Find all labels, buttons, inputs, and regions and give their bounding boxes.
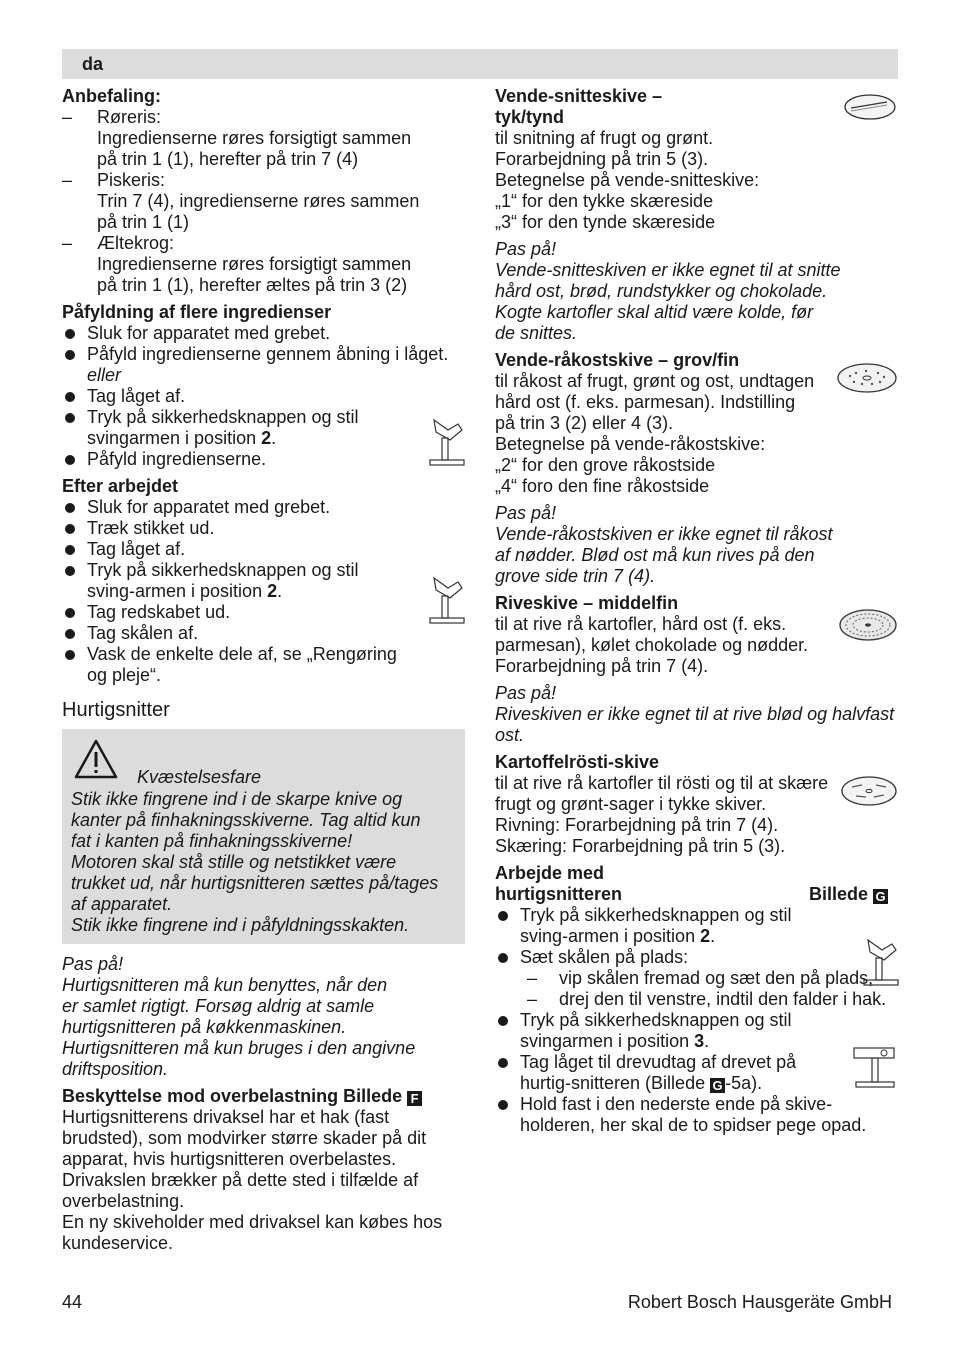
list-item: Tag låget til drevudtag af drevet på hurtig-snitteren (Billede G -5a). xyxy=(495,1052,898,1094)
slicing-disc-icon xyxy=(843,92,897,122)
pas-paa-heading: Pas på! xyxy=(62,954,124,974)
rosti-skive-text: til at rive rå kartofler til rösti og til at skære frugt og grønt-sager i tykke skiver. Rivning: Forarbejdning på trin 7 (4). Skæring: Forarbejdning på trin 5 (3). xyxy=(495,773,829,856)
riveskive-heading: Riveskive – middelfin xyxy=(495,593,679,613)
list-item: Hold fast i den nederste ende på skive- holderen, her skal de to spidser pege opad. xyxy=(495,1094,898,1136)
list-item: Tryk på sikkerhedsknappen og stil sving-armen i position 2. xyxy=(62,560,465,602)
rosti-disc-icon xyxy=(840,775,898,807)
mixer-position-3-illustration xyxy=(852,1044,898,1090)
hurtigsnitter-heading: Hurtigsnitter xyxy=(62,699,170,721)
figure-label-badge: F xyxy=(407,1091,422,1106)
language-code: da xyxy=(82,54,104,74)
beskyttelse-heading: Beskyttelse mod overbelastning Billede F xyxy=(62,1086,465,1107)
warning-label: Kvæstelsesfare xyxy=(137,767,262,787)
list-item: Tryk på sikkerhedsknappen og stil svingarmen i position 2. xyxy=(62,407,465,449)
list-item: Vask de enkelte dele af, se „Rengøring og pleje“. xyxy=(62,644,465,686)
warning-text: Stik ikke fingrene ind i de skarpe knive og kanter på finhakningsskiverne. Tag altid kun fat i kanten på finhakningsskiverne! Motoren skal stå stille og netstikket være trukket ud, når hurtigsnitteren sættes på/tages af apparatet. Stik ikke fingrene ind i påfyldningsskakten. xyxy=(71,789,439,935)
pas-paa-heading: Pas på! xyxy=(495,503,557,523)
eller-note: eller xyxy=(87,365,122,385)
pas-paa-text: Vende-råkostskiven er ikke egnet til råkost af nødder. Blød ost må kun rives på den grove side trin 7 (4). xyxy=(495,524,833,586)
arbejde-heading: Arbejde med hurtigsnitteren Billede G xyxy=(495,863,898,905)
mixer-position-2-illustration xyxy=(860,936,900,988)
shredding-disc-icon xyxy=(836,362,898,394)
list-item: – Æltekrog: Ingredienserne røres forsigtigt sammen på trin 1 (1), herefter æltes på trin 3 (2) xyxy=(62,233,465,296)
list-item: Sluk for apparatet med grebet. xyxy=(62,323,465,344)
rosti-skive-heading: Kartoffelrösti-skive xyxy=(495,752,660,772)
list-item: Sæt skålen på plads: xyxy=(495,947,898,968)
left-column xyxy=(62,86,465,1254)
list-item: – drej den til venstre, indtil den falder i hak. xyxy=(495,989,898,1010)
list-item: – Røreris: Ingredienserne røres forsigtigt sammen på trin 1 (1), herefter på trin 7 (4) xyxy=(62,107,465,170)
language-bar xyxy=(62,49,898,79)
warning-box xyxy=(62,729,465,944)
list-item: – vip skålen fremad og sæt den på plads, xyxy=(495,968,898,989)
vende-snitteskive-text: til snitning af frugt og grønt. Forarbejdning på trin 5 (3). Betegnelse på vende-snitteskive: „1“ for den tykke skæreside „3“ for den tynde skæreside xyxy=(495,128,760,232)
pas-paa-heading: Pas på! xyxy=(495,239,557,259)
mixer-position-2-illustration xyxy=(426,574,466,626)
list-item: Tryk på sikkerhedsknappen og stil sving-armen i position 2. xyxy=(495,905,898,947)
pas-paa-heading: Pas på! xyxy=(495,683,557,703)
paafyldning-heading: Påfyldning af flere ingredienser xyxy=(62,302,332,322)
list-item: Tag redskabet ud. xyxy=(62,602,465,623)
anbefaling-heading: Anbefaling: xyxy=(62,86,161,106)
page-number: 44 xyxy=(62,1292,83,1312)
vende-snitteskive-heading: Vende-snitteskive – tyk/tynd xyxy=(495,86,663,127)
list-item: Påfyld ingredienserne. xyxy=(62,449,465,470)
list-item: Træk stikket ud. xyxy=(62,518,465,539)
list-item: Tryk på sikkerhedsknappen og stil svingarmen i position 3. xyxy=(495,1010,898,1052)
footer-brand: Robert Bosch Hausgeräte GmbH xyxy=(627,1292,892,1312)
figure-label-badge: G xyxy=(710,1078,725,1093)
warning-icon xyxy=(74,739,118,779)
raakostskive-text: til råkost af frugt, grønt og ost, undtagen hård ost (f. eks. parmesan). Indstilling på trin 3 (2) eller 4 (3). Betegnelse på vende-råkostskive: „2“ for den grove råkostside „4“ foro den fine råkostside xyxy=(495,371,815,496)
figure-label-badge: G xyxy=(873,889,888,904)
beskyttelse-text: Hurtigsnitterens drivaksel har et hak (fast brudsted), som modvirker større skader på dit apparat, hvis hurtigsnitteren overbelastes. Drivakslen brækker på dette sted i tilfælde af overbelastning. En ny skiveholder med drivaksel kan købes hos kundeservice. xyxy=(62,1107,443,1253)
pas-paa-text: Vende-snitteskiven er ikke egnet til at snitte hård ost, brød, rundstykker og chokolade. Kogte kartofler skal altid være kolde, før de snittes. xyxy=(495,260,841,343)
raakostskive-heading: Vende-råkostskive – grov/fin xyxy=(495,350,740,370)
list-item: Tag låget af. xyxy=(62,539,465,560)
list-item: Tag låget af. xyxy=(62,386,465,407)
efter-heading: Efter arbejdet xyxy=(62,476,179,496)
list-item: Tag skålen af. xyxy=(62,623,465,644)
list-item: Påfyld ingredienserne gennem åbning i låget. xyxy=(62,344,465,365)
riveskive-text: til at rive rå kartofler, hård ost (f. eks. parmesan), kølet chokolade og nødder. Forarbejdning på trin 7 (4). xyxy=(495,614,809,676)
list-item: Sluk for apparatet med grebet. xyxy=(62,497,465,518)
mixer-position-2-illustration xyxy=(426,416,466,468)
grating-disc-icon xyxy=(838,608,898,642)
pas-paa-text: Riveskiven er ikke egnet til at rive blød og halvfast ost. xyxy=(495,704,895,745)
list-item: – Piskeris: Trin 7 (4), ingredienserne røres sammen på trin 1 (1) xyxy=(62,170,465,233)
pas-paa-text: Hurtigsnitteren må kun benyttes, når den er samlet rigtigt. Forsøg aldrig at samle hurtigsnitteren på køkkenmaskinen. Hurtigsnitteren må kun bruges i den angivne driftsposition. xyxy=(62,975,416,1079)
